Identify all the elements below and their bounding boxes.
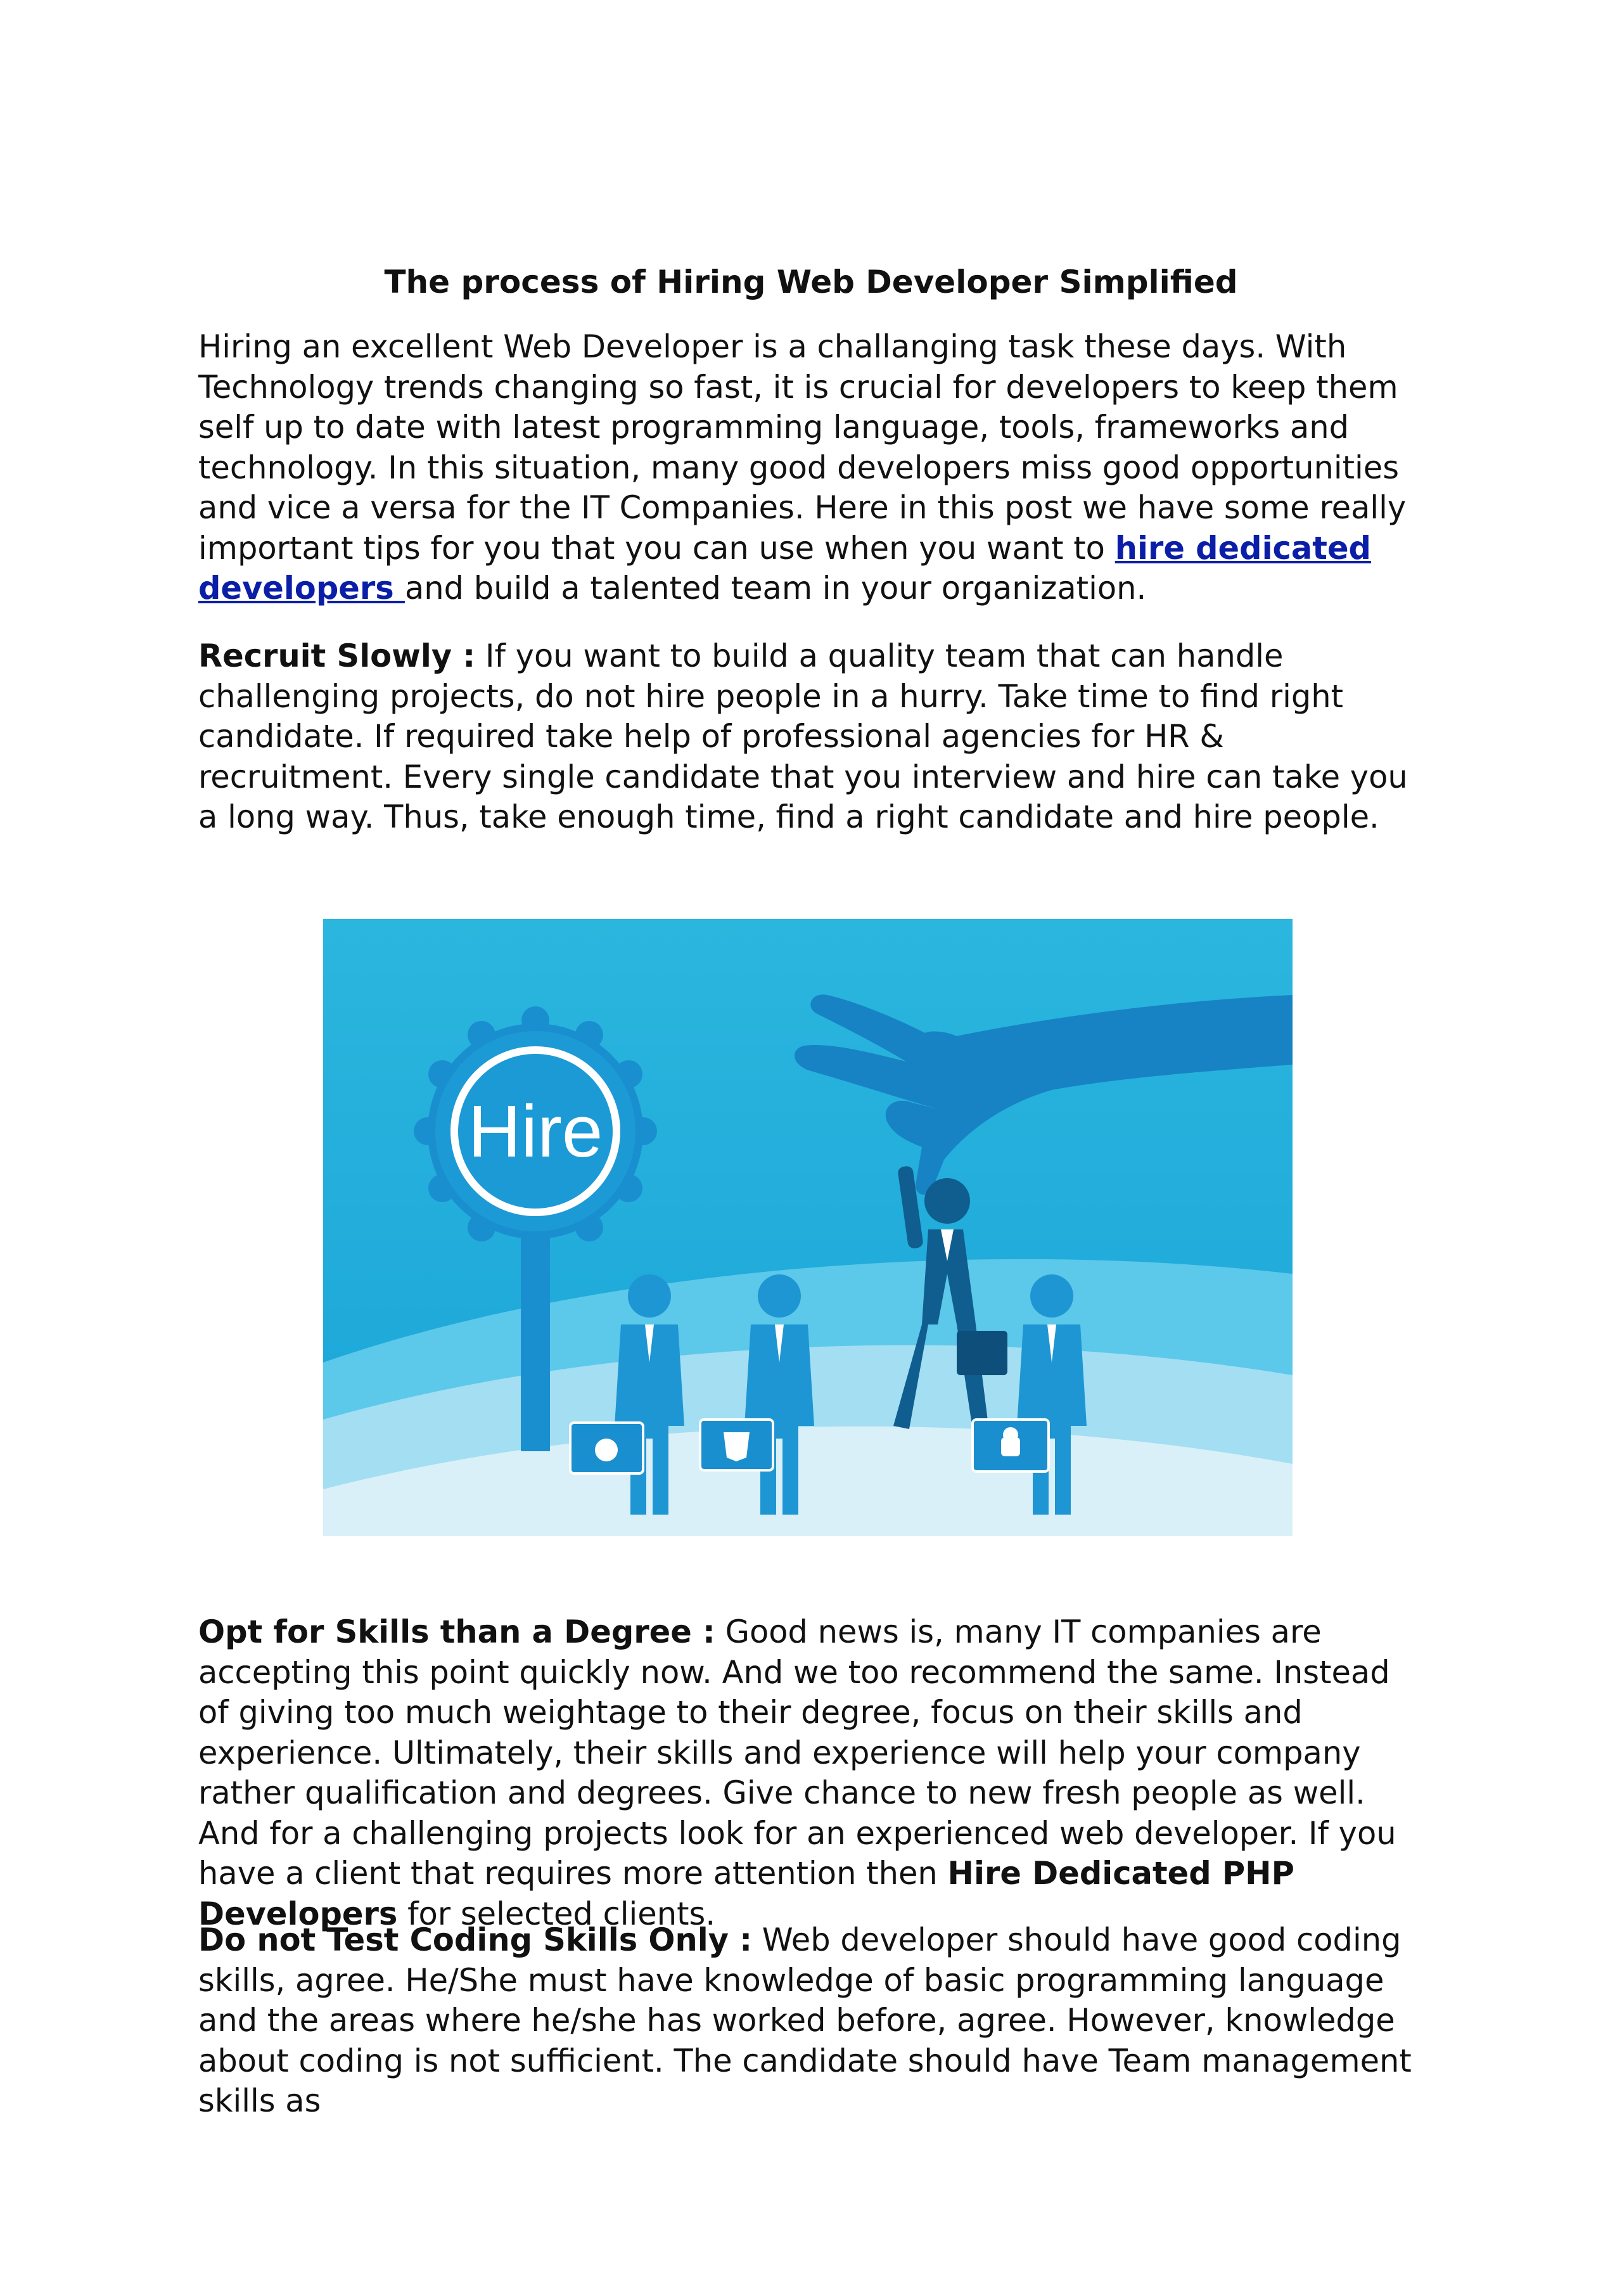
css-briefcase-icon: [700, 1420, 773, 1470]
intro-text-end: and build a talented team in your organization.: [404, 570, 1147, 606]
skills-degree-body: Good news is, many IT companies are accepting this point quickly now. And we too recommend the same. Instead of giving too much weightage to their degree, focus on their skills and experience. Ultimately, their skills and experience will help your company rather qualification and degrees. Give chance to new fresh people as well. And for a challenging projects look for an experienced web developer. If you have a client that requires more attention then: [198, 1613, 1396, 1892]
recruit-slowly-body: If you want to build a quality team that can handle challenging projects, do not hire people in a hurry. Take time to find right candidate. If required take help of professional agencies for HR & recruitment. Every single candidate that you interview and hire can take you a long way. Thus, take enough time, find a right candidate and hire people.: [198, 638, 1408, 835]
coding-skills-heading: Do not Test Coding Skills Only :: [198, 1921, 752, 1958]
recruit-slowly-heading: Recruit Slowly :: [198, 638, 476, 674]
skills-degree-paragraph: [198, 1612, 1427, 1934]
page-title: The process of Hiring Web Developer Simplified: [384, 264, 1238, 300]
skills-degree-heading: Opt for Skills than a Degree :: [198, 1613, 715, 1650]
apple-briefcase-icon: [570, 1423, 643, 1473]
hire-sign-text: Hire: [468, 1090, 603, 1172]
coding-skills-paragraph: [198, 1920, 1427, 2122]
recruit-slowly-paragraph: [198, 636, 1427, 838]
intro-text: Hiring an excellent Web Developer is a challanging task these days. With Technology trends changing so fast, it is crucial for developers to keep them self up to date with latest programming language, tools, frameworks and technology. In this situation, many good developers miss good opportunities and vice a versa for the IT Companies. Here in this post we have some really important tips for you that you can use when you want to: [198, 328, 1407, 567]
skills-degree-body-end: for selected clients.: [397, 1895, 716, 1932]
intro-paragraph: [198, 327, 1427, 609]
coding-skills-body: Web developer should have good coding skills, agree. He/She must have knowledge of basic programming language and the areas where he/she has worked before, agree. However, knowledge about coding is not sufficient. The candidate should have Team management skills as: [198, 1921, 1412, 2119]
android-briefcase-icon: [973, 1420, 1049, 1472]
hire-illustration: [323, 919, 1293, 1536]
hire-php-developers-phrase: Hire Dedicated PHP Developers: [198, 1855, 1294, 1932]
hire-dedicated-developers-link[interactable]: hire dedicated developers: [198, 529, 1371, 606]
